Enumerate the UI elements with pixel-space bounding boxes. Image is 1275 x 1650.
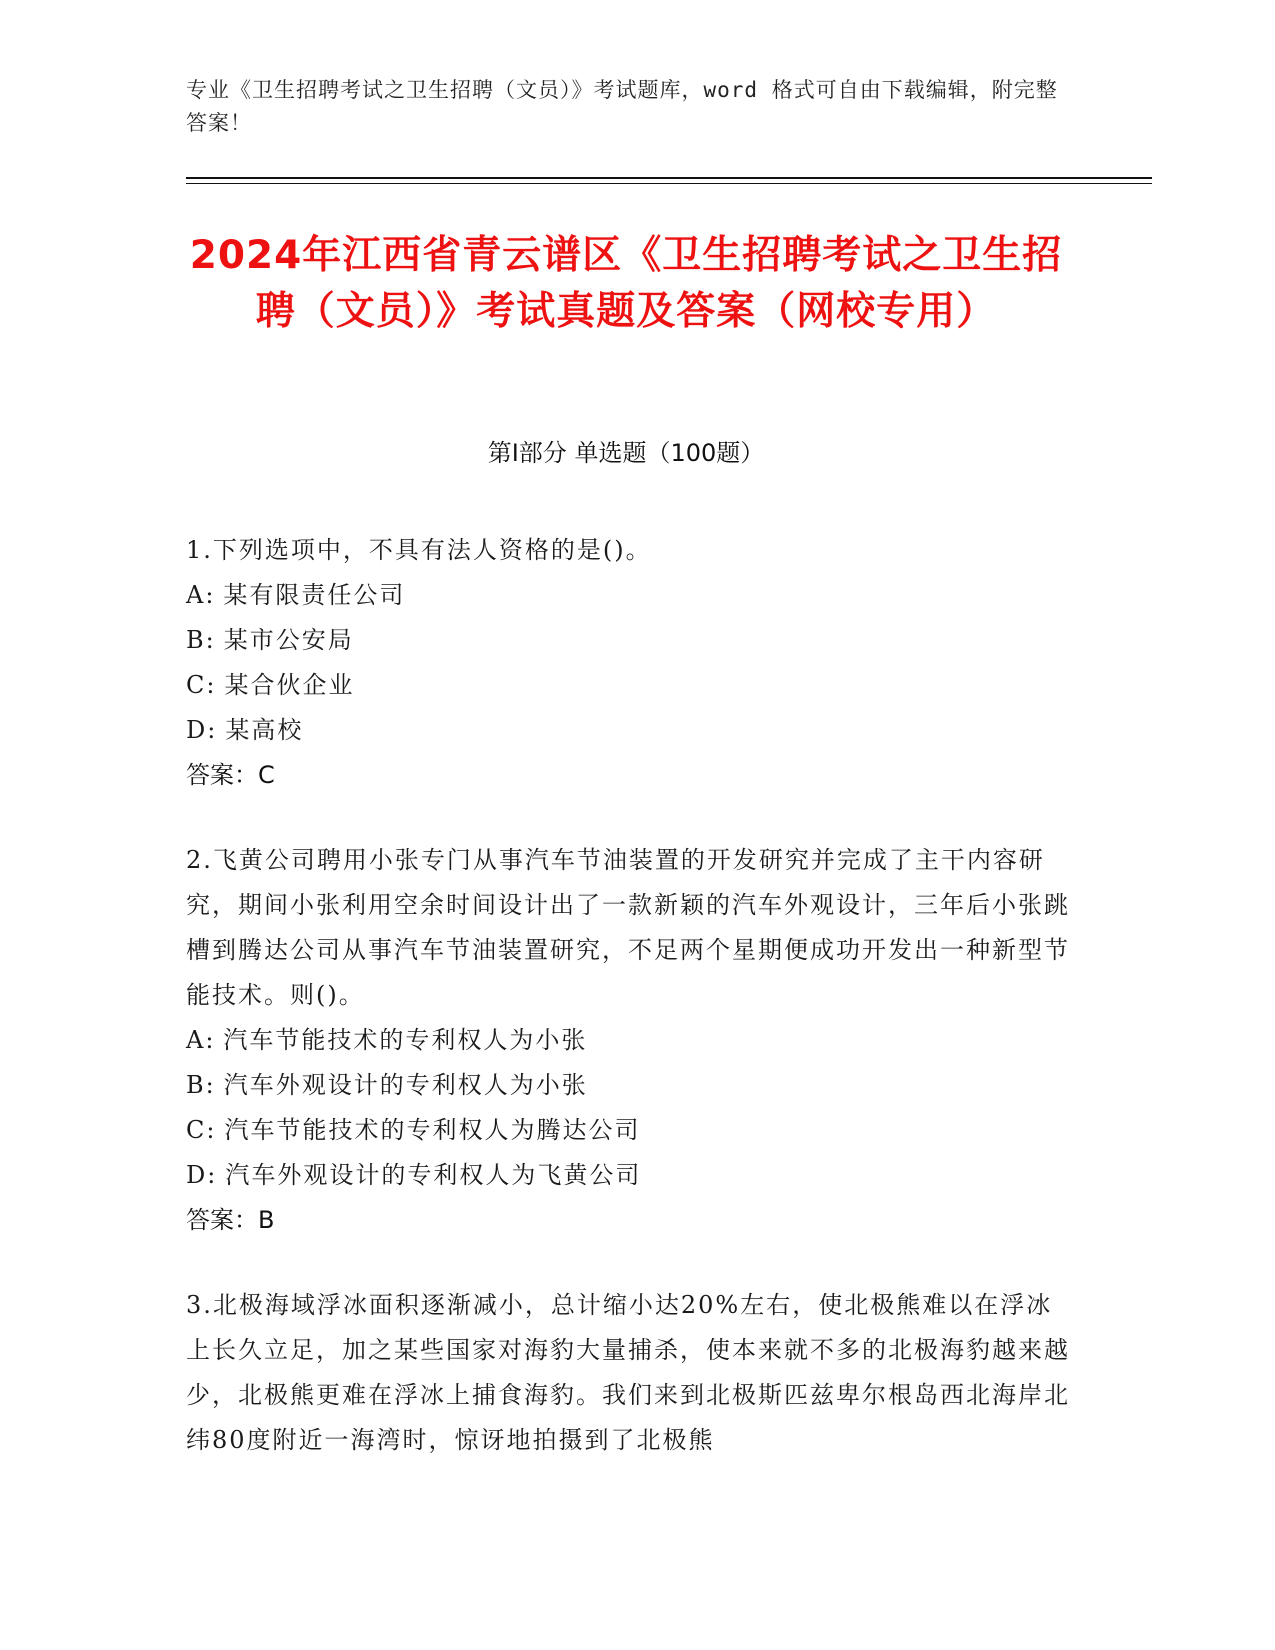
option-b — [186, 618, 1076, 663]
question-stem: 1.下列选项中，不具有法人资格的是()。 — [186, 536, 652, 564]
option-text: 某市公安局 — [223, 626, 354, 654]
option-text: 某合伙企业 — [224, 671, 355, 699]
option-text: 某有限责任公司 — [223, 581, 406, 609]
option-b — [186, 1063, 1076, 1108]
question-list — [186, 528, 1076, 1503]
question-stem: 3.北极海域浮冰面积逐渐减小，总计缩小达20%左右，使北极熊难以在浮冰上长久立足，加之某些国家对海豹大量捕杀，使本来就不多的北极海豹越来越少，北极熊更难在浮冰上捕食海豹。我们来到北极斯匹兹卑尔根岛西北海岸北纬80度附近一海湾时，惊讶地拍摄到了北极熊 — [186, 1291, 1070, 1454]
option-key: A: — [186, 581, 216, 609]
option-key: B: — [186, 1071, 216, 1099]
question-2 — [186, 838, 1076, 1243]
option-text: 某高校 — [225, 716, 304, 744]
option-a — [186, 1018, 1076, 1063]
header-note: 专业《卫生招聘考试之卫生招聘（文员）》考试题库，word 格式可自由下载编辑，附完整答案！ — [186, 78, 1058, 135]
option-a — [186, 573, 1076, 618]
option-key: B: — [186, 626, 216, 654]
option-d — [186, 708, 1076, 753]
option-key: D: — [186, 716, 218, 744]
option-text: 汽车外观设计的专利权人为飞黄公司 — [225, 1161, 642, 1189]
option-c — [186, 663, 1076, 708]
option-key: C: — [186, 671, 217, 699]
section-title: 第Ⅰ部分 单选题（100题） — [487, 439, 765, 467]
option-text: 汽车外观设计的专利权人为小张 — [223, 1071, 588, 1099]
question-stem: 2.飞黄公司聘用小张专门从事汽车节油装置的开发研究并完成了主干内容研究，期间小张利用空余时间设计出了一款新颖的汽车外观设计，三年后小张跳槽到腾达公司从事汽车节油装置研究，不足两个星期便成功开发出一种新型节能技术。则()。 — [186, 846, 1070, 1009]
answer: 答案：B — [186, 1206, 275, 1234]
document-title: 2024年江西省青云谱区《卫生招聘考试之卫生招聘（文员）》考试真题及答案（网校专用） — [189, 233, 1063, 334]
answer: 答案：C — [186, 761, 275, 789]
question-1 — [186, 528, 1076, 798]
header-rule-thin — [186, 183, 1152, 184]
option-key: A: — [186, 1026, 216, 1054]
option-text: 汽车节能技术的专利权人为小张 — [223, 1026, 588, 1054]
question-3 — [186, 1283, 1076, 1463]
header-rule-thick — [186, 177, 1152, 179]
option-d — [186, 1153, 1076, 1198]
option-c — [186, 1108, 1076, 1153]
option-key: D: — [186, 1161, 218, 1189]
option-text: 汽车节能技术的专利权人为腾达公司 — [224, 1116, 641, 1144]
option-key: C: — [186, 1116, 217, 1144]
